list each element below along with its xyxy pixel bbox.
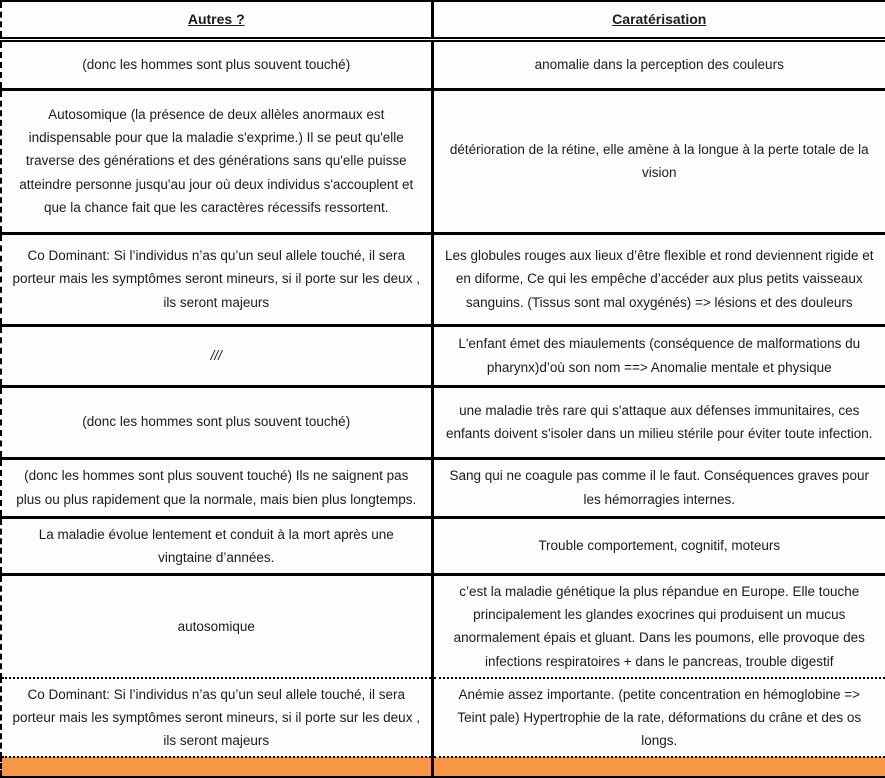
column-header-autres-label: Autres ? (187, 11, 245, 28)
column-header-caracterisation (432, 1, 885, 39)
cell-autres: (donc les hommes sont plus souvent touché) (1, 386, 432, 458)
table-row-orange-fill (1, 757, 885, 777)
cell-autres: /// (1, 325, 432, 386)
cell-autres: Autosomique (la présence de deux allèles anormaux est indispensable pour que la maladie s'exprime.) Il se peut qu'elle traverse des générations et des générations sans qu'elle puisse atteindre personne jusqu'au jour où deux individus s'accouplent et que la chance fait que les caractères récessifs ressortent. (1, 89, 432, 233)
cell-caracterisation: une maladie très rare qui s'attaque aux défenses immunitaires, ces enfants doivent s'isoler dans un milieu stérile pour éviter toute infection. (432, 386, 885, 458)
cell-autres: Co Dominant: Si l’individus n’as qu’un seul allele touché, il sera porteur mais les symptômes seront mineurs, si il porte sur les deux , ils seront majeurs (1, 678, 432, 758)
header-row (1, 1, 885, 39)
table-row (1, 39, 885, 89)
cell-caracterisation: L'enfant émet des miaulements (conséquence de malformations du pharynx)d’où son nom ==> Anomalie mentale et physique (432, 325, 885, 386)
cell-autres: autosomique (1, 574, 432, 677)
table-row (1, 517, 885, 574)
table-row (1, 574, 885, 677)
cell-orange-fill (1, 757, 432, 777)
cell-caracterisation: détérioration de la rétine, elle amène à la longue à la perte totale de la vision (432, 89, 885, 233)
cell-caracterisation: Les globules rouges aux lieux d’être flexible et rond deviennent rigide et en diforme, Ce qui les empêche d’accéder aux plus petits vaisseaux sanguins. (Tissus sont mal oxygénés) => lésions et des douleurs (432, 233, 885, 325)
cell-autres: (donc les hommes sont plus souvent touché) (1, 39, 432, 89)
cell-orange-fill (432, 757, 885, 777)
table-row (1, 458, 885, 517)
table-row (1, 678, 885, 758)
cell-caracterisation: Sang qui ne coagule pas comme il le faut. Conséquences graves pour les hémorragies internes. (432, 458, 885, 517)
cell-caracterisation: Trouble comportement, cognitif, moteurs (432, 517, 885, 574)
table-row (1, 325, 885, 386)
cell-caracterisation: c’est la maladie génétique la plus répandue en Europe. Elle touche principalement les glandes exocrines qui produisent un mucus anormalement épais et gluant. Dans les poumons, elle provoque des infections respiratoires + dans le pancreas, trouble digestif (432, 574, 885, 677)
column-header-autres (1, 1, 432, 39)
cell-autres: (donc les hommes sont plus souvent touché) Ils ne saignent pas plus ou plus rapidement que la normale, mais bien plus longtemps. (1, 458, 432, 517)
cell-caracterisation: Anémie assez importante. (petite concentration en hémoglobine => Teint pale) Hypertrophie de la rate, déformations du crâne et des os longs. (432, 678, 885, 758)
cell-caracterisation: anomalie dans la perception des couleurs (432, 39, 885, 89)
table-row (1, 233, 885, 325)
cell-autres: La maladie évolue lentement et conduit à la mort après une vingtaine d’années. (1, 517, 432, 574)
table-row (1, 89, 885, 233)
column-header-caracterisation-label: Caratérisation (612, 11, 707, 28)
cell-autres: Co Dominant: Si l’individus n’as qu’un seul allele touché, il sera porteur mais les symptômes seront mineurs, si il porte sur les deux , ils seront majeurs (1, 233, 432, 325)
table-row (1, 386, 885, 458)
